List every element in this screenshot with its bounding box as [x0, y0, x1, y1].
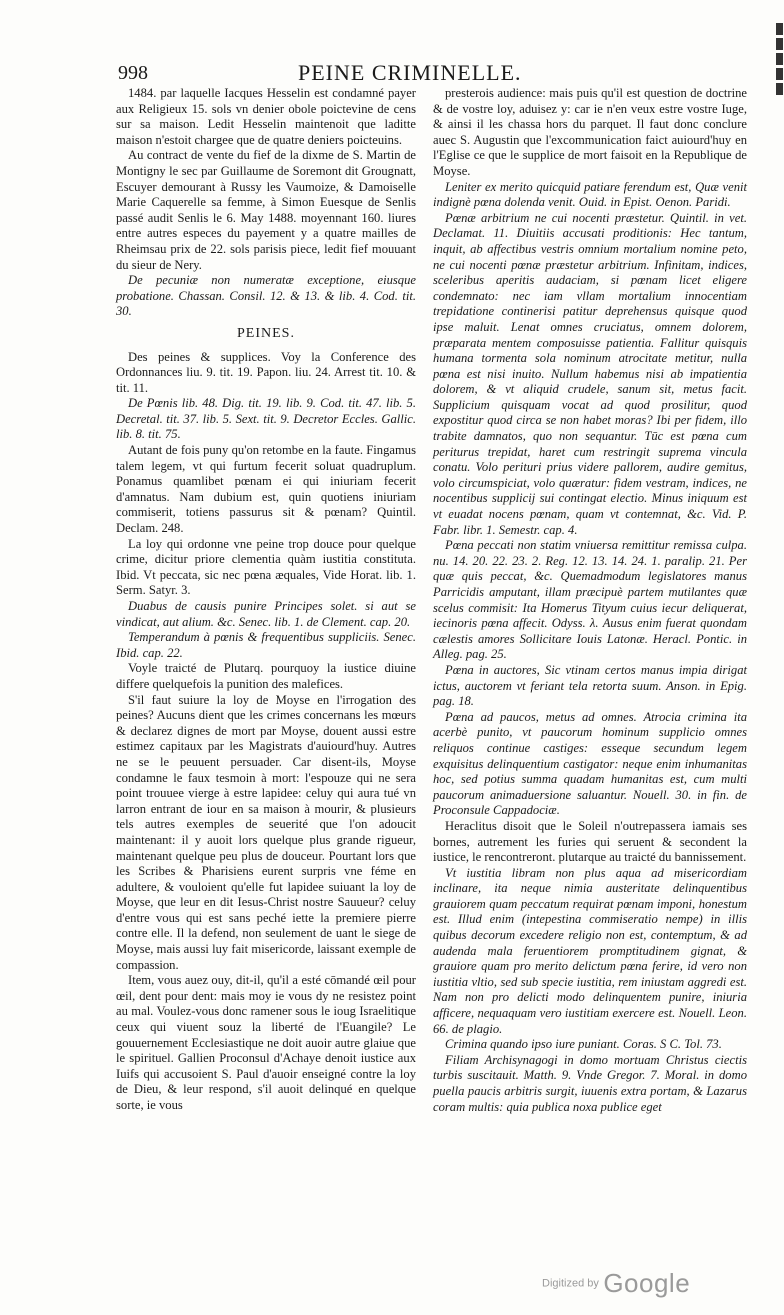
paragraph: 1484. par laquelle Iacques Hesselin est condamné payer aux Religieux 15. sols vn denier obole poictevine de cens sur sa maison. Ledit Hesselin maintenoit que laditte maison n'estoit chargee que de quatre deniers poicteuins. [116, 86, 416, 147]
paragraph: Item, vous auez ouy, dit-il, qu'il a esté cōmandé œil pour œil, dent pour dent: mais moy ie vous dy ne resistez point au mal. Voulez-vous donc ramener sous le ioug Israelitique ceux qui viuent souz la liberté de l'Euangile? Le gouuernement Ecclesiastique ne doit auoir autre glaiue que le spirituel. Gallien Proconsul d'Achaye denoit iustice aux Iuifs qui accusoient S. Paul d'auoir enseigné contre la loy de Dieu, & leur respond, s'il auoit delinqué en quelque sorte, ie vous [116, 973, 416, 1112]
left-column-top [116, 86, 416, 320]
digitized-by-google-watermark [542, 1268, 690, 1299]
paragraph: Pœna peccati non statim vniuersa remittitur remissa culpa. nu. 14. 20. 22. 23. 2. Reg. 12. 13. 14. 24. 1. paralip. 21. Per quæ quis peccat, &c. Quemadmodum legislatores manus Parricidis amputant, illam præcipuè partem mutilantes quæ scelus commisit: Ita Homerus Tityum cuius iecur deliquerat, iecinoris pœna affecit. Odyss. λ. Ausus enim fuerat quondam cælestis amores Sollicitare Iouis Latonæ. Heracl. Pontic. in Alleg. pag. 25. [433, 538, 747, 662]
paragraph: Vt iustitia libram non plus aqua ad misericordiam inclinare, ita neque nimia austeritate delinquentibus grauiorem quam peccatum requirat pœnam imponi, honestum est. Illud enim (intepestina commiseratio nempe) in illis quibus decorum excedere religio non est, contemptum, & ad audenda mala feruentiorem promptitudinem gignat, & grauiore quam pro merito delictum pœna ferire, id vero non iustitia vltio, sed sub specie iustitia, rem iniustam aggredi est. Nam non pro delicti modo delinquentem punire, iniuria afficere, nequaquam vero iustitiam exercere est. Nouell. Leon. 66. de plagio. [433, 865, 747, 1036]
paragraph: Pœnæ arbitrium ne cui nocenti præstetur. Quintil. in vet. Declamat. 11. Diuitiis accusati proditionis: Hec tantum, inquit, ab affectibus vestris omnium mortalium nomine peto, ne cui nocenti pœnæ præstetur arbitrium. Infinitam, indices, sceleribus aperitis audaciam, si pœnam licet eligere condemnato: nec iam vllam mortalium innocentiam trepidatione continerisi patitur deprehensus quisque quod ipse maluit. Lenat omnes cruciatus, omnem dolorem, præparata mentem composuisse patientia. Fallitur quisquis humana tormenta sola nominum atrocitate metitur, nulla pœna est nisi inuito. Nullum habemus nisi ab impatientia dolorem, & vt aliquid crudele, sanum sit, metus facit. Supplicium quisquam vocat ad quod prosilitur, quod expostitur quod circa se non habet moras? Ibi per fidem, illo trabite damnatos, quo non sequantur. Tūc est pœna cum periturus trepidat, haret cum restringit suprema vincula conatu. Volo perituri prius videre pallorem, audire gemitus, volo circumspiciat, volo quæratur: fidem vestram, indices, ne nocentibus supplicij sui contingat electio. Minus iniquum est vt euadat nocens pœnam, quam vt contemnat, &c. Vid. P. Fabr. libr. 1. Semestr. cap. 4. [433, 210, 747, 537]
scan-edge-marks [772, 20, 784, 140]
paragraph: Pœna ad paucos, metus ad omnes. Atrocia crimina ita acerbè punito, vt paucorum hominum supplicio omnes reliquos continue castiges: esseque secundum legem exquisitus delinquentium castigator: neque enim inhumanitas hoc, sed potius summa quadam humanitas est, cum multi paucorum animaduersione saluantur. Nouell. 30. in fin. de Proconsule Cappadociæ. [433, 709, 747, 818]
paragraph: Duabus de causis punire Principes solet. si aut se vindicat, aut alium. &c. Senec. lib. 1. de Clement. cap. 20. [116, 599, 416, 629]
google-logo: Google [603, 1268, 691, 1298]
paragraph: De pecuniæ non numeratæ exceptione, eiusque probatione. Chassan. Consil. 12. & 13. & lib. 4. Cod. tit. 30. [116, 273, 416, 319]
paragraph: La loy qui ordonne vne peine trop douce pour quelque crime, dicitur priore clementia quàm iustitia constituta. Ibid. Vt peccata, sic nec pœna æquales, Vide Horat. lib. 1. Serm. Satyr. 3. [116, 536, 416, 598]
watermark-prefix: Digitized by [542, 1277, 599, 1290]
paragraph: Leniter ex merito quicquid patiare ferendum est, Quæ venit indignè pœna dolenda venit. Ouid. in Epist. Oenon. Paridi. [433, 179, 747, 210]
paragraph: Au contract de vente du fief de la dixme de S. Martin de Montigny le sec par Guillaume de Soremont dit Grougnatt, Escuyer demourant à Russy les Vaumoize, & Damoiselle Marie Caquerelle sa femme, à Simon Euesque de Senlis passé audit Senlis le 6. May 1488. moyennant 160. liures entre autres especes du payement y a quatre mailles de Rheimsau prix de 22. sols parisis piece, ledit fief mouuant du sieur de Nery. [116, 148, 416, 272]
paragraph: Voyle traicté de Plutarq. pourquoy la iustice diuine differe quelquefois la punition des malefices. [116, 661, 416, 691]
paragraph: Filiam Archisynagogi in domo mortuam Christus ciectis turbis suscitauit. Matth. 9. Vnde Gregor. 7. Moral. in domo puella paucis arbitris surgit, iuuenis extra portam, & Lazarus coram multis: quia publica noxa publice eget [433, 1052, 747, 1114]
right-column-body [433, 86, 747, 1115]
paragraph: Des peines & supplices. Voy la Conference des Ordonnances liu. 9. tit. 19. Papon. liu. 24. Arrest tit. 10. & tit. 11. [116, 349, 416, 395]
paragraph: Temperandum à pœnis & frequentibus suppliciis. Senec. Ibid. cap. 22. [116, 630, 416, 660]
paragraph: Heraclitus disoit que le Soleil n'outrepassera iamais ses bornes, autrement les furies qui seruent & secondent la iustice, le rencontreront. plutarque au traicté du bannissement. [433, 818, 747, 865]
left-column-after [116, 350, 416, 1114]
section-title-peines: PEINES. [237, 325, 295, 341]
paragraph: Crimina quando ipso iure puniant. Coras. S C. Tol. 73. [445, 1037, 722, 1052]
paragraph: Pœna in auctores, Sic vtinam certos manus impia dirigat ictus, auctorem vt feriant tela retorta suum. Anson. in Epig. pag. 18. [433, 662, 747, 709]
running-title: PEINE CRIMINELLE. [298, 60, 522, 85]
paragraph: De Pœnis lib. 48. Dig. tit. 19. lib. 9. Cod. tit. 47. lib. 5. Decretal. tit. 37. lib. 5. Sext. tit. 9. Decretor Eccles. Gallic. lib. 8. tit. 75. [116, 396, 416, 442]
left-column [116, 86, 416, 1114]
paragraph: presterois audience: mais puis qu'il est question de doctrine & de vostre loy, aduisez y: car ie n'en veux estre vostre Iuge, & ainsi il les chassa hors du parquet. Il faut donc conclure auec S. Augustin que l'excommunication faict auiourd'huy en l'Eglise ce que le supplice de mort faisoit en la Republique de Moyse. [433, 86, 747, 178]
right-column [433, 86, 747, 1115]
paragraph: Autant de fois puny qu'on retombe en la faute. Fingamus talem legem, vt qui furtum fecerit soluat quadruplum. Ponamus quamlibet pœnam ei qui iniuriam fecerit d'amnatus. Nam dubium est, quin quotiens iniuriam commiserit, totiens passurus sit & pœnam? Quintil. Declam. 248. [116, 443, 416, 536]
page-number: 998 [118, 62, 148, 84]
paragraph: S'il faut suiure la loy de Moyse en l'irrogation des peines? Aucuns dient que les crimes concernans les mœurs & declarez dignes de mort par Moyse, douent aussi estre estimez capitaux par les Magistrats d'auiourd'huy. Autres ne se le peuuent persuader. Car disent-ils, Moyse condamne le faux tesmoin à mort: l'espouze qui ne sera point trouuee vierge à estre lapidee: celuy qui aura tué vn larron entrant de iour en sa maison à mourir, & plusieurs tels autres exemples de seuerité que l'on adoucit maintenant: il y auoit lors quelque plus grande rigueur, maintenant quelque peu plus de douceur. Pourtant lors que les Scribes & Pharisiens eurent surpris vne féme en adultere, & vouloient qu'elle fut lapidee suiuant la loy de Moyse, que leur en dit Iesus-Christ nostre Sauueur? celuy d'entre vous qui est sans peché iette la premiere pierre contre elle. Il la defend, non seulement de uant le siege de Moyse, mais aussi luy fait misericorde, laissant exemple de compassion. [116, 692, 416, 972]
